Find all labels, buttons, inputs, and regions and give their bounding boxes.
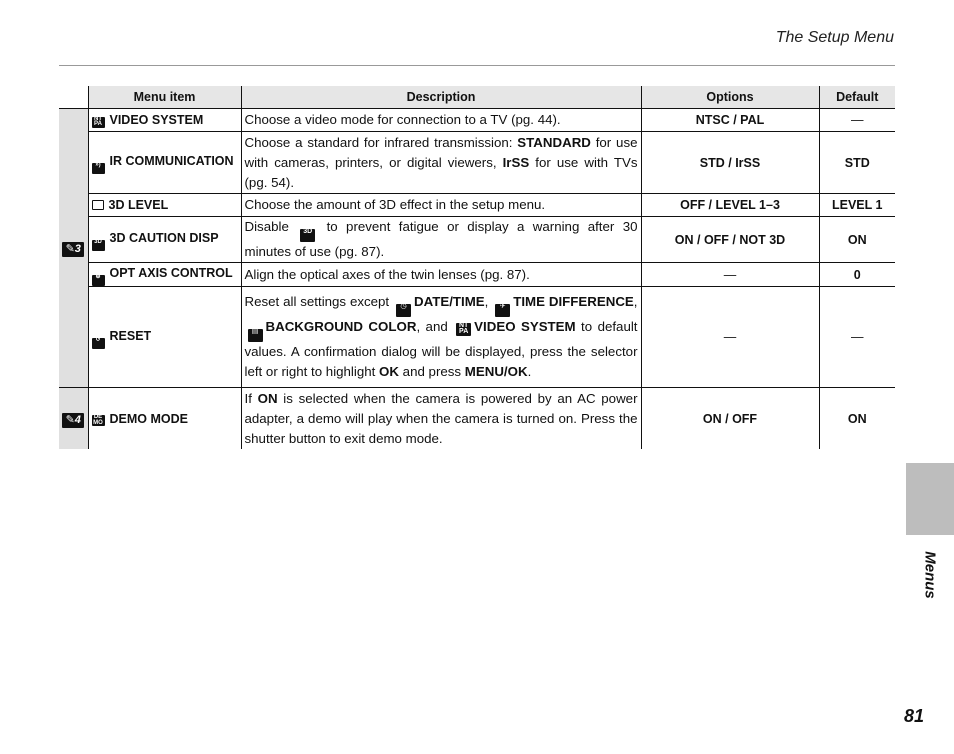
video-system-icon: NT PA [92,117,105,128]
menu-item-3d-caution-disp: 3D 3D CAUTION DISP [88,217,241,263]
group-4-cell [59,388,88,450]
table-row [59,132,895,194]
table-header-row [59,86,895,109]
description-cell: Choose a standard for infrared transmission: STANDARD for use with cameras, printers, or digital viewers, IrSS for use with TVs (pg. 54). [241,132,641,194]
header-description: Description [241,86,641,109]
description-cell: Choose a video mode for connection to a TV (pg. 44). [241,109,641,132]
description-cell: Disable 3D to prevent fatigue or display a warning after 30 minutes of use (pg. 87). [241,217,641,263]
default-cell: STD [819,132,895,194]
description-cell: If ON is selected when the camera is powered by an AC power adapter, a demo will play when the camera is turned on. Press the shutter button to exit demo mode. [241,388,641,450]
options-cell: STD / IrSS [641,132,819,194]
setup-menu-table [59,86,895,449]
clock-icon: ◷ [396,304,411,317]
side-section-label: Menus [921,551,939,599]
description-cell: Choose the amount of 3D effect in the setup menu. [241,194,641,217]
table-row [59,217,895,263]
default-cell: 0 [819,263,895,287]
options-cell: — [641,263,819,287]
3d-caution-icon: 3D [92,240,105,251]
table-row [59,287,895,388]
demo-mode-icon: DE MO [93,414,103,426]
menu-item-video-system: NT PA VIDEO SYSTEM [88,109,241,132]
table-row [59,194,895,217]
menu-item-opt-axis-control: ⊕ OPT AXIS CONTROL [88,263,241,287]
options-cell: — [641,287,819,388]
section-tab [906,463,954,535]
header-rule [59,65,895,66]
3d-level-icon [92,200,104,210]
default-cell: ON [819,388,895,450]
description-cell: Reset all settings except ◷ DATE/TIME, ✈ TIME DIFFERENCE, ▤ BACKGROUND COLOR, and NT PA VIDEO SYSTEM to default values. A confirmation dialog will be displayed, press the selector left or right to highlight OK and press MENU/OK. [241,287,641,388]
default-cell: LEVEL 1 [819,194,895,217]
options-cell: NTSC / PAL [641,109,819,132]
section-title: The Setup Menu [775,29,894,46]
default-cell: — [819,109,895,132]
options-cell: ON / OFF / NOT 3D [641,217,819,263]
page-number: 81 [903,706,924,726]
ir-communication-icon: ») [92,163,105,174]
video-system-icon: NT PA [456,323,471,336]
description-cell: Align the optical axes of the twin lenses (pg. 87). [241,263,641,287]
options-cell: OFF / LEVEL 1–3 [641,194,819,217]
options-cell: ON / OFF [641,388,819,450]
group-3-cell [59,109,88,388]
header-blank [59,86,88,109]
menu-item-ir-communication: ») IR COMMUNICATION [88,132,241,194]
setup-wrench-icon: ✎3 [62,242,84,257]
menu-item-demo-mode: DE MO DEMO MODE [88,388,241,450]
reset-icon: ↺ [92,338,105,349]
background-color-icon: ▤ [248,329,263,342]
3d-icon: 3D [300,229,315,242]
time-difference-icon: ✈ [495,304,510,317]
menu-item-reset: ↺ RESET [88,287,241,388]
default-cell: ON [819,217,895,263]
table-row [59,388,895,450]
header-default: Default [819,86,895,109]
table-row [59,263,895,287]
table-row [59,109,895,132]
default-cell: — [819,287,895,388]
header-options: Options [641,86,819,109]
header-menu-item: Menu item [88,86,241,109]
opt-axis-icon: ⊕ [92,275,105,286]
setup-wrench-icon: ✎4 [62,413,84,428]
menu-item-3d-level: 3D LEVEL [88,194,241,217]
